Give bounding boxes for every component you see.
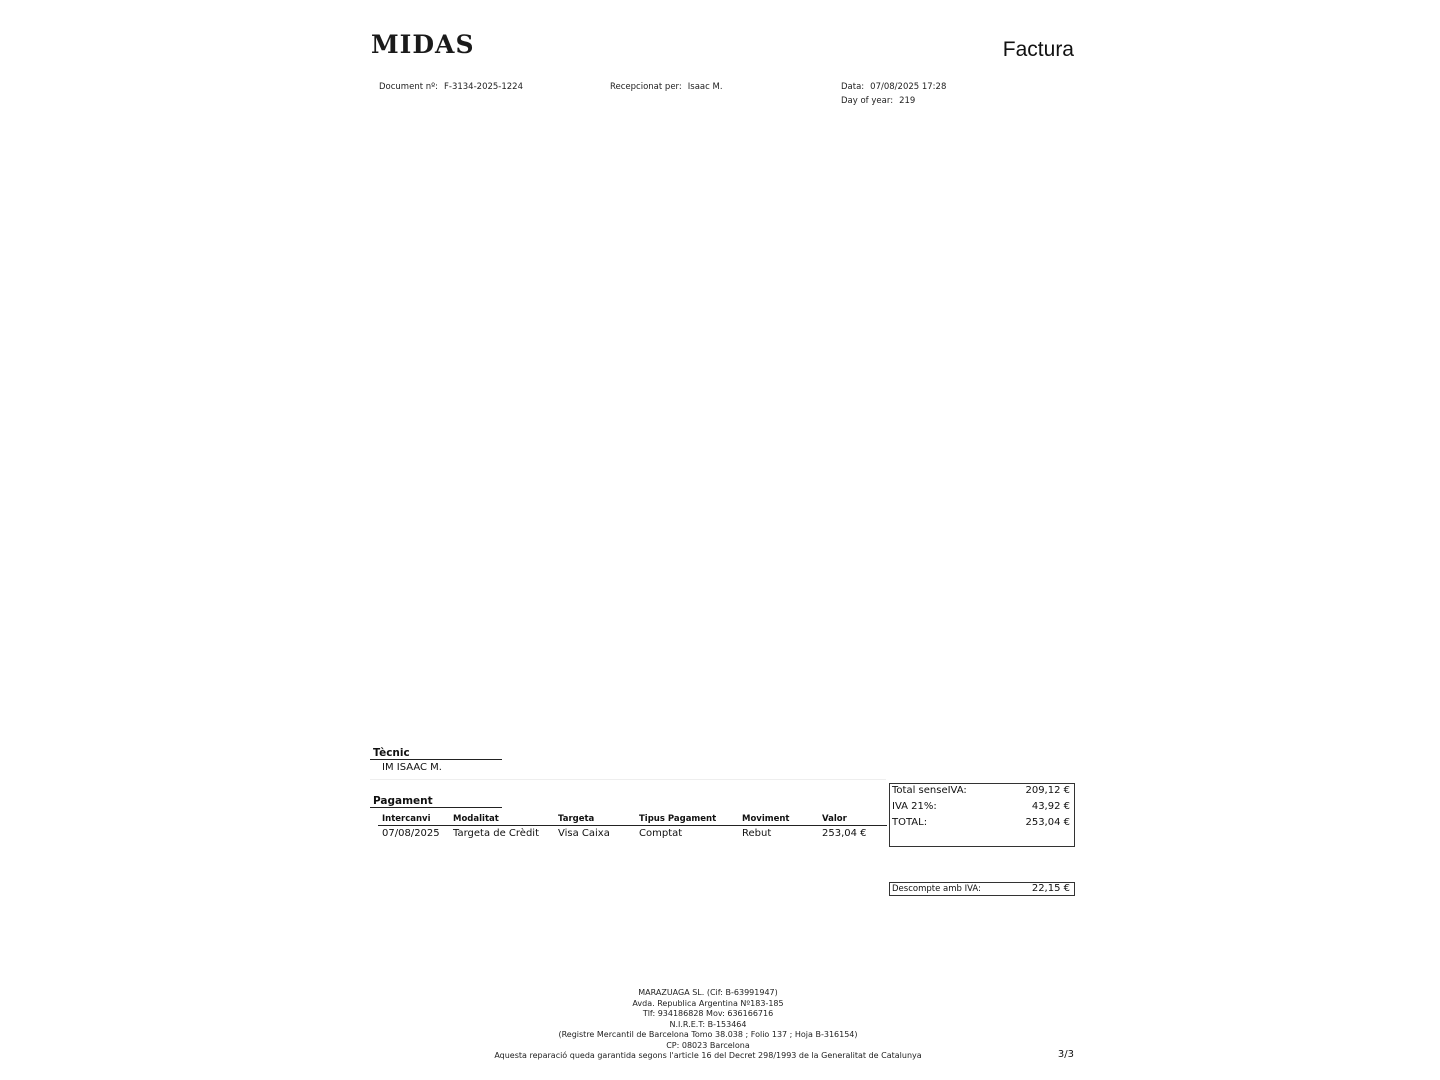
vat-label: IVA 21%: [892, 801, 937, 812]
payment-col-modalitat: Modalitat [453, 814, 499, 824]
payment-header-rule [378, 825, 887, 826]
payment-cell-tipus-pagament: Comptat [639, 828, 683, 839]
payment-col-targeta: Targeta [558, 814, 595, 824]
day-of-year-value: 219 [899, 96, 916, 106]
document-number-label: Document nº: [379, 82, 438, 92]
payment-col-valor: Valor [822, 814, 847, 824]
payment-col-moviment: Moviment [742, 814, 790, 824]
received-by [610, 82, 723, 92]
payment-col-tipus-pagament: Tipus Pagament [639, 814, 717, 824]
tecnic-heading: Tècnic [373, 747, 410, 759]
discount-box [889, 882, 1075, 896]
company-footer [420, 988, 996, 1062]
payment-cell-targeta: Visa Caixa [558, 828, 610, 839]
payment-col-intercanvi: Intercanvi [382, 814, 431, 824]
tecnic-heading-rule [370, 759, 502, 760]
page-number: 3/3 [1057, 1049, 1074, 1060]
tecnic-name: IM ISAAC M. [382, 762, 442, 773]
footer-registry: (Registre Mercantil de Barcelona Tomo 38.038 ; Folio 137 ; Hoja B-316154) [558, 1030, 858, 1039]
footer-niret: N.I.R.E.T: B-153464 [669, 1019, 747, 1029]
received-by-value: Isaac M. [687, 82, 723, 92]
document-date [841, 82, 946, 92]
footer-company-name: MARAZUAGA SL. (Cif: B-63991947) [638, 988, 778, 997]
payment-cell-valor: 253,04 € [822, 828, 867, 839]
document-number-value: F-3134-2025-1224 [444, 82, 523, 92]
payment-cell-modalitat: Targeta de Crèdit [453, 828, 539, 839]
discount-row [892, 883, 1070, 895]
footer-address: Avda. Republica Argentina Nº183-185 [632, 998, 784, 1008]
document-date-label: Data: [841, 82, 865, 92]
vat-row [892, 801, 1070, 812]
document-title: Factura [1002, 38, 1074, 61]
brand-logo: MIDAS [371, 30, 475, 59]
subtotal-value: 209,12 € [1025, 785, 1070, 796]
section-divider [370, 779, 886, 780]
total-row [892, 817, 1070, 828]
footer-phone: Tlf: 934186828 Mov: 636166716 [642, 1009, 774, 1018]
total-value: 253,04 € [1025, 817, 1070, 828]
total-label: TOTAL: [892, 817, 928, 828]
vat-value: 43,92 € [1031, 801, 1070, 812]
subtotal-label: Total senseIVA: [892, 785, 967, 796]
totals-box [889, 783, 1075, 847]
discount-label: Descompte amb IVA: [892, 884, 981, 894]
discount-value: 22,15 € [1031, 883, 1070, 894]
payment-heading-rule [370, 807, 502, 808]
payment-cell-moviment: Rebut [742, 828, 772, 839]
footer-postal-code: CP: 08023 Barcelona [666, 1040, 750, 1050]
footer-warranty: Aquesta reparació queda garantida segons l'article 16 del Decret 298/1993 de la Generalitat de Catalunya [494, 1051, 922, 1060]
day-of-year [841, 96, 915, 106]
received-by-label: Recepcionat per: [610, 82, 682, 92]
subtotal-row [892, 785, 1070, 796]
document-date-value: 07/08/2025 17:28 [870, 82, 947, 92]
payment-heading: Pagament [373, 795, 433, 807]
payment-cell-intercanvi: 07/08/2025 [382, 828, 440, 839]
document-number [379, 82, 523, 92]
day-of-year-label: Day of year: [841, 96, 894, 106]
